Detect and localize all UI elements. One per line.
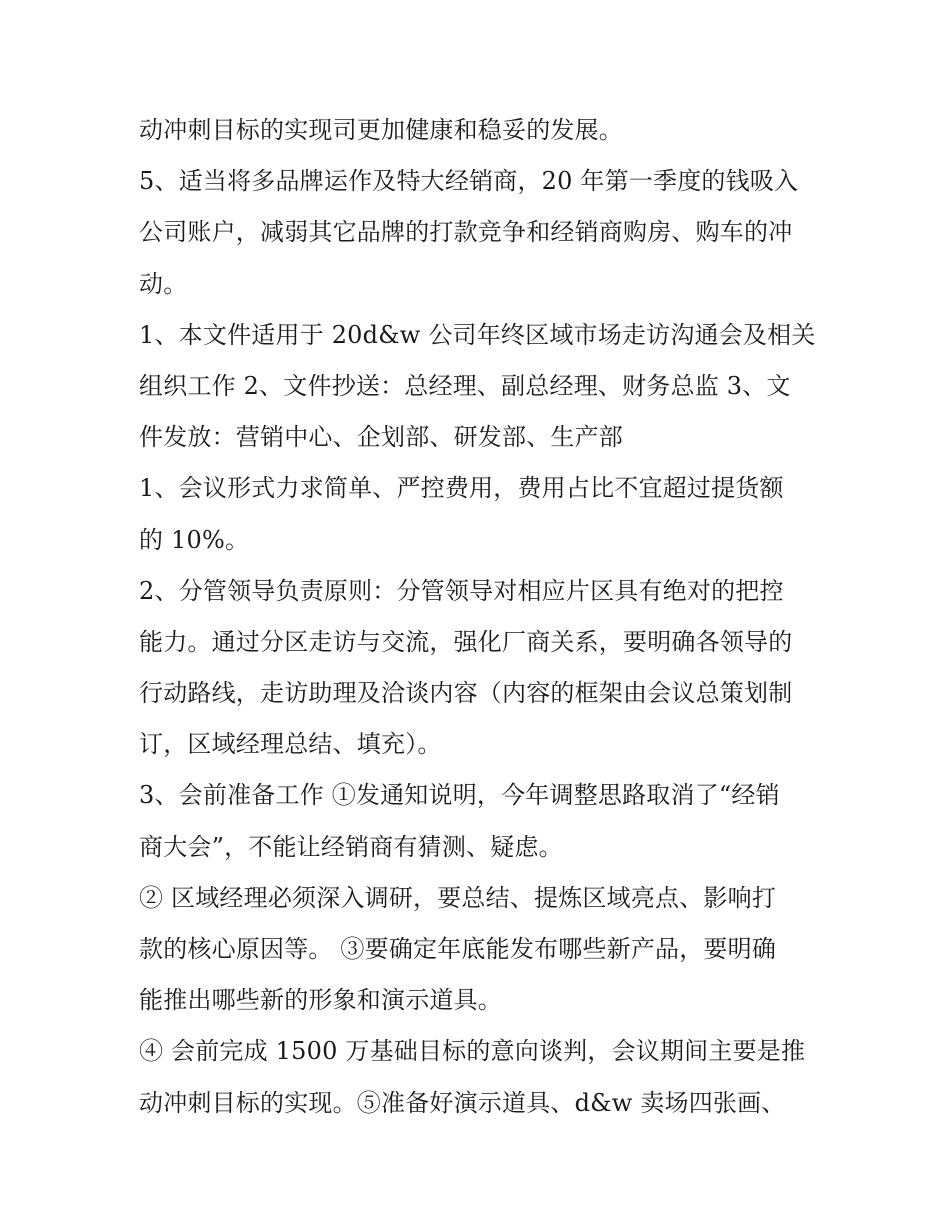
text-line: 动冲刺目标的实现司更加健康和稳妥的发展。 bbox=[139, 116, 623, 144]
text-line: 件发放：营销中心、企划部、研发部、生产部 bbox=[139, 423, 623, 452]
text-line: 5、适当将多品牌运作及特大经销商，20 年第一季度的钱吸入 bbox=[139, 167, 799, 196]
text-line: 1、本文件适用于 20d&w 公司年终区域市场走访沟通会及相关 bbox=[139, 320, 816, 349]
text-line: 能力。通过分区走访与交流，强化厂商关系，要明确各领导的 bbox=[139, 627, 793, 656]
text-line: ② 区域经理必须深入调研，要总结、提炼区域亮点、影响打 bbox=[139, 883, 777, 912]
text-line: 组织工作 2、文件抄送：总经理、副总经理、财务总监 3、文 bbox=[139, 371, 791, 400]
text-line: 款的核心原因等。 ③要确定年底能发布哪些新产品，要明确 bbox=[139, 935, 777, 963]
text-line: 2、分管领导负责原则：分管领导对相应片区具有绝对的把控 bbox=[139, 576, 784, 605]
text-line: ④ 会前完成 1500 万基础目标的意向谈判，会议期间主要是推 bbox=[139, 1037, 806, 1066]
text-line: 1、会议形式力求简单、严控费用，费用占比不宜超过提货额 bbox=[139, 474, 784, 503]
text-line: 动冲刺目标的实现。⑤准备好演示道具、d&w 卖场四张画、 bbox=[139, 1088, 786, 1117]
text-line: 能推出哪些新的形象和演示道具。 bbox=[139, 986, 502, 1015]
text-line: 3、会前准备工作 ①发通知说明，今年调整思路取消了“经销 bbox=[139, 781, 780, 810]
text-line: 商大会”，不能让经销商有猜测、疑虑。 bbox=[139, 832, 563, 861]
text-line: 公司账户，减弱其它品牌的打款竞争和经销商购房、购车的冲 bbox=[139, 218, 793, 247]
text-line: 订，区域经理总结、填充）。 bbox=[139, 730, 442, 759]
text-line: 行动路线，走访助理及洽谈内容（内容的框架由会议总策划制 bbox=[139, 679, 793, 708]
document-body bbox=[139, 105, 819, 1129]
text-line: 动。 bbox=[139, 269, 188, 298]
text-line: 的 10%。 bbox=[139, 525, 250, 554]
